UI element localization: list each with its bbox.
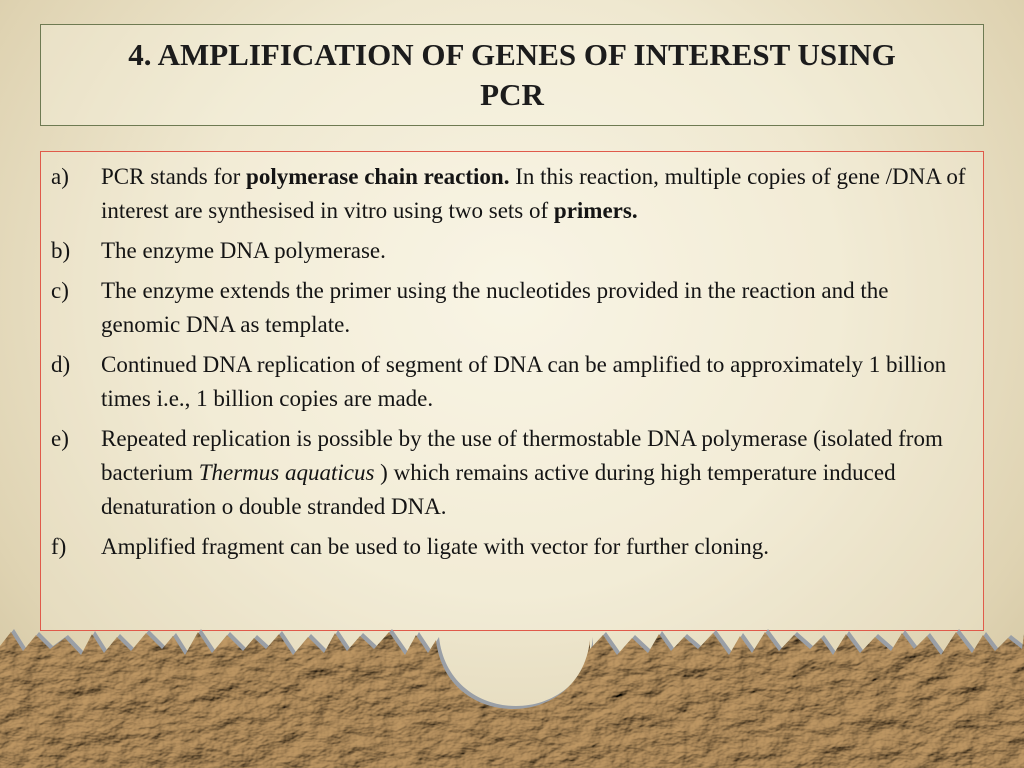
bold-term: polymerase chain reaction. (246, 164, 510, 189)
bullet-list (41, 152, 983, 564)
text-segment: Amplified fragment can be used to ligate with vector for further cloning. (101, 534, 770, 559)
text-segment: ) which remains active during high temperature induced denaturation o double stranded DNA. (101, 460, 896, 519)
list-item-text (101, 530, 971, 564)
list-item-text (101, 274, 971, 342)
list-marker: f) (51, 534, 67, 559)
list-marker: b) (51, 238, 71, 263)
list-item-text (101, 160, 971, 228)
list-item (51, 422, 971, 524)
paper-surface (0, 624, 1024, 768)
slide-title: 4. AMPLIFICATION OF GENES OF INTEREST USING PCR (128, 37, 896, 112)
bold-term: primers. (553, 198, 638, 223)
text-segment: The enzyme DNA polymerase. (101, 238, 386, 263)
text-segment: PCR stands for (101, 164, 247, 189)
content-frame (40, 151, 984, 631)
text-segment: The enzyme extends the primer using the nucleotides provided in the reaction and the genomic DNA as template. (101, 278, 889, 337)
list-item (51, 348, 971, 416)
list-item (51, 234, 971, 268)
text-segment: In this reaction, multiple copies of gene /DNA of interest are synthesised in vitro using two sets of (101, 164, 966, 223)
list-item-text (101, 422, 971, 524)
list-marker: a) (51, 164, 69, 189)
list-item-text (101, 234, 971, 268)
list-marker: e) (51, 426, 69, 451)
list-item-text (101, 348, 971, 416)
list-marker: c) (51, 278, 69, 303)
title-frame (40, 24, 984, 126)
text-segment: Repeated replication is possible by the use of thermostable DNA polymerase (isolated from bacterium (101, 426, 943, 485)
list-item (51, 530, 971, 564)
text-segment: Continued DNA replication of segment of DNA can be amplified to approximately 1 billion times i.e., 1 billion copies are made. (101, 352, 947, 411)
list-item (51, 160, 971, 228)
italic-term: Thermus aquaticus (198, 460, 375, 485)
crumpled-paper-texture (0, 624, 1024, 768)
list-item (51, 274, 971, 342)
list-marker: d) (51, 352, 71, 377)
